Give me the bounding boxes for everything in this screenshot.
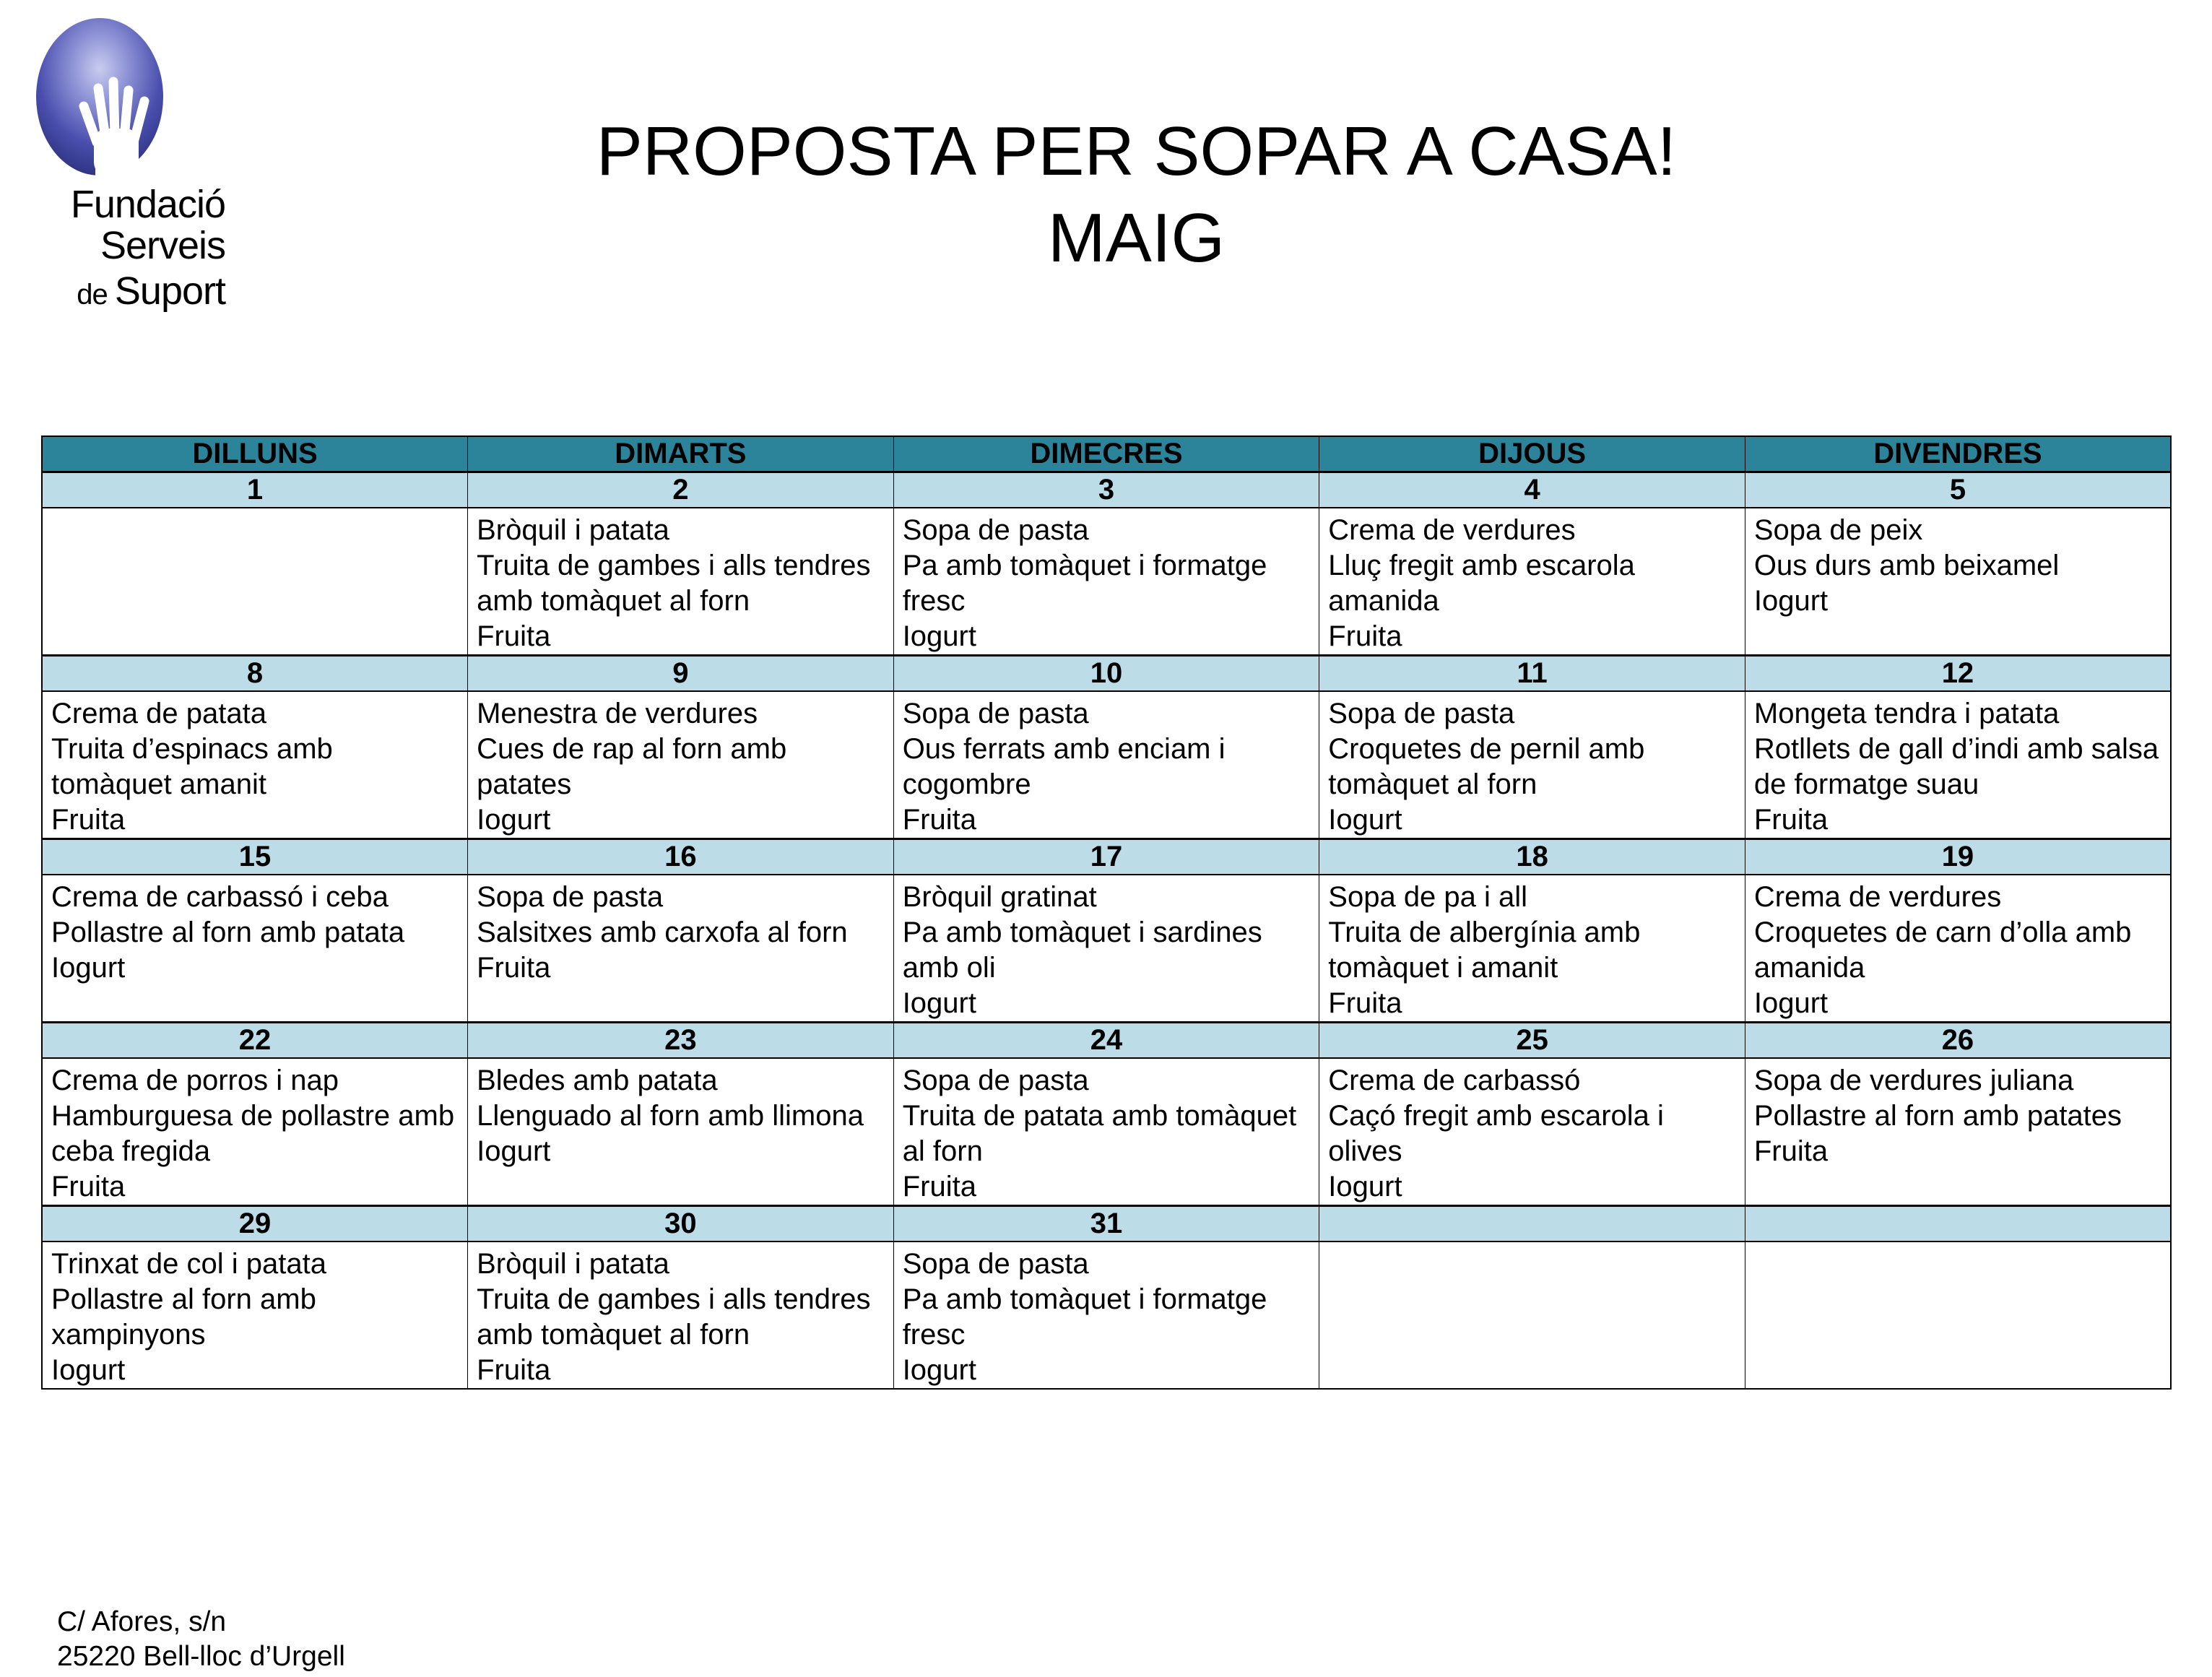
calendar-body bbox=[42, 472, 2171, 1390]
day-header-dilluns: DILLUNS bbox=[42, 436, 468, 472]
menu-cell bbox=[1745, 508, 2171, 656]
menu-item: Sopa de pasta bbox=[902, 1065, 1089, 1096]
date-cell: 8 bbox=[42, 656, 468, 692]
menu-item: Lluç fregit amb escarola amanida bbox=[1328, 550, 1635, 617]
date-cell: 15 bbox=[42, 839, 468, 875]
menu-item: Crema de patata bbox=[51, 698, 266, 729]
date-cell: 26 bbox=[1745, 1023, 2171, 1059]
menu-item: Salsitxes amb carxofa al forn bbox=[477, 916, 848, 948]
menu-item: Fruita bbox=[51, 1171, 126, 1202]
menu-item: Iogurt bbox=[477, 1135, 551, 1167]
menu-item: Trinxat de col i patata bbox=[51, 1248, 326, 1280]
menu-cell bbox=[42, 875, 468, 1023]
date-cell: 16 bbox=[468, 839, 894, 875]
date-cell: 23 bbox=[468, 1023, 894, 1059]
menu-cell bbox=[1745, 691, 2171, 839]
menu-item: Llenguado al forn amb llimona bbox=[477, 1100, 864, 1132]
menu-item: Bròquil gratinat bbox=[902, 881, 1097, 913]
menu-item: Truita de patata amb tomàquet al forn bbox=[902, 1100, 1297, 1167]
title-line-2: MAIG bbox=[1047, 199, 1226, 277]
menu-cell bbox=[893, 1058, 1319, 1206]
title-line-1: PROPOSTA PER SOPAR A CASA! bbox=[596, 113, 1677, 190]
menu-item: Fruita bbox=[477, 620, 551, 652]
date-cell: 19 bbox=[1745, 839, 2171, 875]
menu-item: Fruita bbox=[902, 1171, 976, 1202]
menu-cell bbox=[42, 691, 468, 839]
menu-item: Crema de verdures bbox=[1753, 881, 2002, 913]
menu-cell bbox=[1319, 691, 1745, 839]
menu-item: Sopa de pasta bbox=[477, 881, 664, 913]
logo-text-de: de bbox=[77, 279, 115, 311]
day-header-dijous: DIJOUS bbox=[1319, 436, 1745, 472]
menu-item: Iogurt bbox=[902, 1354, 976, 1386]
menu-item: Iogurt bbox=[902, 620, 976, 652]
menu-cell bbox=[1745, 1242, 2171, 1389]
menu-item: Croquetes de carn d’olla amb amanida bbox=[1753, 916, 2132, 984]
menu-item: Crema de porros i nap bbox=[51, 1065, 339, 1096]
date-cell: 9 bbox=[468, 656, 894, 692]
menu-cell bbox=[893, 508, 1319, 656]
date-cell bbox=[1745, 1206, 2171, 1242]
menu-item: Fruita bbox=[1328, 987, 1402, 1019]
menu-cell bbox=[468, 1242, 894, 1389]
date-cell: 25 bbox=[1319, 1023, 1745, 1059]
date-cell: 31 bbox=[893, 1206, 1319, 1242]
menu-row bbox=[42, 1242, 2171, 1389]
menu-item: Sopa de verdures juliana bbox=[1753, 1065, 2074, 1096]
date-cell: 5 bbox=[1745, 472, 2171, 508]
menu-item: Ous ferrats amb enciam i cogombre bbox=[902, 733, 1226, 800]
menu-item: Bròquil i patata bbox=[477, 514, 669, 546]
menu-item: Cues de rap al forn amb patates bbox=[477, 733, 787, 800]
date-cell: 30 bbox=[468, 1206, 894, 1242]
menu-item: Iogurt bbox=[1328, 804, 1402, 836]
menu-item: Mongeta tendra i patata bbox=[1753, 698, 2060, 729]
menu-item: Crema de verdures bbox=[1328, 514, 1576, 546]
date-cell: 1 bbox=[42, 472, 468, 508]
date-cell: 3 bbox=[893, 472, 1319, 508]
menu-item: Pa amb tomàquet i sardines amb oli bbox=[902, 916, 1262, 984]
menu-item: Sopa de pasta bbox=[902, 698, 1089, 729]
menu-item: Pollastre al forn amb xampinyons bbox=[51, 1283, 316, 1351]
date-row bbox=[42, 1206, 2171, 1242]
page-title bbox=[0, 108, 2212, 282]
day-header-dimecres: DIMECRES bbox=[893, 436, 1319, 472]
menu-cell bbox=[468, 691, 894, 839]
date-cell: 11 bbox=[1319, 656, 1745, 692]
date-cell: 10 bbox=[893, 656, 1319, 692]
logo-text-fundacio: Fundació bbox=[70, 183, 225, 226]
menu-item: Fruita bbox=[1753, 804, 1829, 836]
menu-item: Pa amb tomàquet i formatge fresc bbox=[902, 1283, 1267, 1351]
menu-item: Truita de albergínia amb tomàquet i amanit bbox=[1328, 916, 1641, 984]
menu-cell bbox=[893, 691, 1319, 839]
menu-item: Menestra de verdures bbox=[477, 698, 758, 729]
menu-item: Sopa de pasta bbox=[1328, 698, 1515, 729]
date-row bbox=[42, 656, 2171, 692]
menu-item: Fruita bbox=[1328, 620, 1402, 652]
footer-city: 25220 Bell-lloc d’Urgell bbox=[57, 1641, 345, 1672]
date-cell: 29 bbox=[42, 1206, 468, 1242]
date-cell: 17 bbox=[893, 839, 1319, 875]
menu-item: Fruita bbox=[477, 1354, 551, 1386]
date-cell: 24 bbox=[893, 1023, 1319, 1059]
logo-text-serveis: Serveis bbox=[100, 224, 225, 267]
menu-item: Truita de gambes i alls tendres amb tomàquet al forn bbox=[477, 550, 871, 617]
menu-item: Crema de carbassó bbox=[1328, 1065, 1581, 1096]
menu-item: Iogurt bbox=[51, 952, 126, 984]
menu-cell bbox=[468, 875, 894, 1023]
menu-row bbox=[42, 691, 2171, 839]
date-cell: 2 bbox=[468, 472, 894, 508]
menu-cell bbox=[1745, 1058, 2171, 1206]
empty-holiday-cell bbox=[42, 508, 468, 656]
menu-item: Iogurt bbox=[1753, 987, 1829, 1019]
menu-item: Bròquil i patata bbox=[477, 1248, 669, 1280]
menu-item: Truita de gambes i alls tendres amb tomàquet al forn bbox=[477, 1283, 871, 1351]
menu-cell bbox=[468, 508, 894, 656]
menu-row bbox=[42, 508, 2171, 656]
menu-item: Truita d’espinacs amb tomàquet amanit bbox=[51, 733, 333, 800]
menu-item: Hamburguesa de pollastre amb ceba fregida bbox=[51, 1100, 455, 1167]
menu-item: Fruita bbox=[902, 804, 976, 836]
date-cell: 22 bbox=[42, 1023, 468, 1059]
menu-item: Iogurt bbox=[902, 987, 976, 1019]
menu-item: Iogurt bbox=[1328, 1171, 1402, 1202]
menu-item: Fruita bbox=[477, 952, 551, 984]
menu-cell bbox=[468, 1058, 894, 1206]
menu-item: Sopa de pa i all bbox=[1328, 881, 1528, 913]
date-cell: 18 bbox=[1319, 839, 1745, 875]
menu-cell bbox=[1319, 1058, 1745, 1206]
menu-calendar-table bbox=[41, 436, 2172, 1390]
date-row bbox=[42, 472, 2171, 508]
menu-item: Pa amb tomàquet i formatge fresc bbox=[902, 550, 1267, 617]
menu-item: Bledes amb patata bbox=[477, 1065, 718, 1096]
menu-cell bbox=[1745, 875, 2171, 1023]
menu-item: Iogurt bbox=[51, 1354, 126, 1386]
date-cell: 4 bbox=[1319, 472, 1745, 508]
date-row bbox=[42, 839, 2171, 875]
menu-row bbox=[42, 1058, 2171, 1206]
menu-cell bbox=[42, 1058, 468, 1206]
menu-item: Caçó fregit amb escarola i olives bbox=[1328, 1100, 1664, 1167]
menu-item: Sopa de pasta bbox=[902, 514, 1089, 546]
menu-item: Sopa de pasta bbox=[902, 1248, 1089, 1280]
date-cell: 12 bbox=[1745, 656, 2171, 692]
menu-row bbox=[42, 875, 2171, 1023]
menu-item: Rotllets de gall d’indi amb salsa de formatge suau bbox=[1753, 733, 2159, 800]
menu-item: Fruita bbox=[1753, 1135, 1829, 1167]
menu-cell bbox=[1319, 508, 1745, 656]
menu-item: Sopa de peix bbox=[1753, 514, 1923, 546]
menu-item: Pollastre al forn amb patata bbox=[51, 916, 405, 948]
menu-item: Crema de carbassó i ceba bbox=[51, 881, 389, 913]
menu-cell bbox=[1319, 875, 1745, 1023]
day-header-row bbox=[42, 436, 2171, 472]
menu-item: Pollastre al forn amb patates bbox=[1753, 1100, 2122, 1132]
date-row bbox=[42, 1023, 2171, 1059]
menu-item: Fruita bbox=[51, 804, 126, 836]
menu-item: Iogurt bbox=[1753, 585, 1829, 617]
address-footer bbox=[57, 1605, 345, 1674]
day-header-dimarts: DIMARTS bbox=[468, 436, 894, 472]
menu-cell bbox=[893, 875, 1319, 1023]
menu-item: Iogurt bbox=[477, 804, 551, 836]
menu-item: Croquetes de pernil amb tomàquet al forn bbox=[1328, 733, 1645, 800]
menu-cell bbox=[42, 1242, 468, 1389]
menu-cell bbox=[893, 1242, 1319, 1389]
menu-cell bbox=[1319, 1242, 1745, 1389]
footer-street: C/ Afores, s/n bbox=[57, 1606, 227, 1637]
date-cell bbox=[1319, 1206, 1745, 1242]
logo-text-suport: Suport bbox=[114, 269, 225, 313]
day-header-divendres: DIVENDRES bbox=[1745, 436, 2171, 472]
menu-item: Ous durs amb beixamel bbox=[1753, 550, 2060, 581]
